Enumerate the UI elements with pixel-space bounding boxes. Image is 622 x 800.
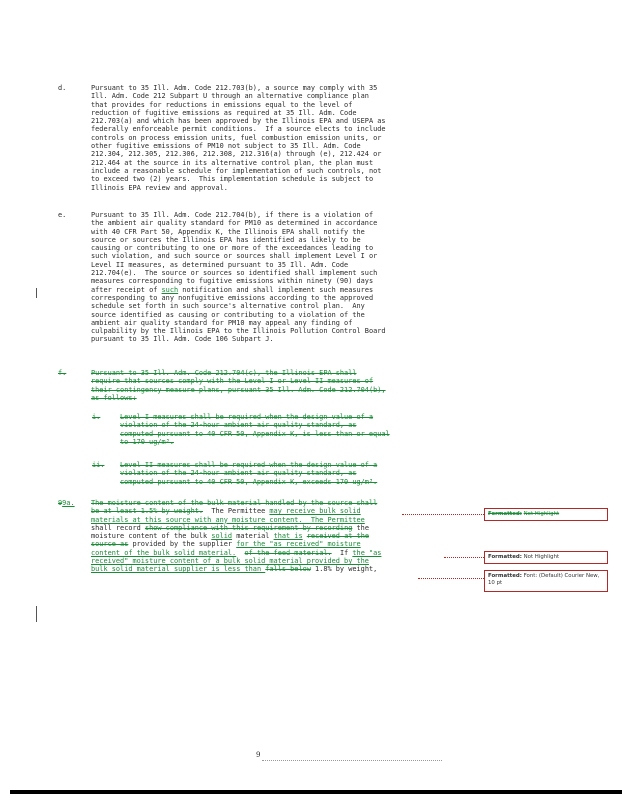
deleted-text: show compliance with this requirement by recording xyxy=(144,523,353,532)
comment-text: Not Highlight xyxy=(523,554,560,560)
text-line xyxy=(120,413,390,421)
text-line xyxy=(120,421,390,429)
subitem-body xyxy=(120,413,390,446)
deleted-text: Pursuant to 35 Ill. Adm. Code 212.704(c), the Illinois EPA shall xyxy=(91,369,357,377)
text-line xyxy=(91,244,501,252)
text-line xyxy=(91,294,501,302)
text-line xyxy=(91,369,501,377)
deleted-text: computed pursuant to 40 CFR 50, Appendix K, is less than or equal xyxy=(120,429,390,438)
text-run: Ill. Adm. Code 212 Subpart U through an alternative compliance plan xyxy=(91,92,369,101)
format-comment[interactable] xyxy=(484,508,608,521)
text-line xyxy=(91,277,501,285)
deleted-text: source as xyxy=(91,540,129,549)
inserted-text: materials at this source with any moisture content. The Permittee xyxy=(91,515,365,524)
paragraph-marker: f. xyxy=(58,369,67,377)
deleted-text: falls below xyxy=(265,565,311,574)
page-number: 9 xyxy=(256,751,261,759)
comment-label: Formatted: xyxy=(488,511,522,517)
text-line xyxy=(91,228,501,236)
text-line xyxy=(91,377,501,385)
deleted-text: of the feed material. xyxy=(244,548,332,557)
deleted-text: The moisture content of the bulk material handled by the source shall xyxy=(91,499,378,507)
change-bar xyxy=(36,606,37,622)
text-line xyxy=(91,319,501,327)
text-line xyxy=(120,478,377,486)
text-run: Illinois EPA review and approval. xyxy=(91,183,228,192)
format-comment[interactable] xyxy=(484,570,608,592)
text-run: the ambient air quality standard for PM10 as determined in accordance xyxy=(91,219,378,228)
text-line xyxy=(91,557,501,565)
paragraph-body xyxy=(91,499,501,574)
text-run: other fugitive emissions of PM10 not subject to 35 Ill. Adm. Code xyxy=(91,142,361,151)
text-line xyxy=(91,211,501,219)
paragraph-marker xyxy=(58,499,84,507)
text-line xyxy=(120,469,377,477)
text-line xyxy=(91,175,501,183)
text-run: federally enforceable permit conditions. If a source elects to include xyxy=(91,125,386,134)
scan-edge-bar xyxy=(10,790,622,794)
text-line xyxy=(91,335,501,343)
deleted-text: to 170 ug/m³. xyxy=(120,437,174,446)
comment-label: Formatted: xyxy=(488,573,522,579)
paragraph-body xyxy=(91,369,501,402)
paragraph-marker: e. xyxy=(58,211,67,219)
text-run: 212.464 at the source in its alternative control plan, the plan must xyxy=(91,158,374,167)
text-line xyxy=(91,236,501,244)
text-line xyxy=(91,269,501,277)
text-line xyxy=(91,532,501,540)
text-line xyxy=(91,565,501,573)
text-run: to exceed two (2) years. This implementation schedule is subject to xyxy=(91,175,374,184)
text-run: corresponding to any nonfugitive emissions according to the approved xyxy=(91,293,374,302)
new-marker: 9a. xyxy=(62,499,75,507)
text-line xyxy=(91,109,501,117)
comment-text: Not Highlight xyxy=(523,511,560,517)
inserted-text: the "as xyxy=(352,548,382,557)
inserted-text: that is xyxy=(273,532,303,541)
inserted-text: such xyxy=(161,285,179,294)
text-run: controls on process emission units, fuel combustion emission units, or xyxy=(91,133,382,142)
text-run: Level II measures, as determined pursuant to 35 Ill. Adm. Code xyxy=(91,260,349,269)
text-run: source or sources the Illinois EPA has identified as likely to be xyxy=(91,235,361,244)
inserted-text: bulk solid material supplier is less than xyxy=(91,565,266,574)
text-line xyxy=(120,438,390,446)
text-line xyxy=(91,84,501,92)
comment-connector xyxy=(444,557,484,559)
text-run: moisture content of the bulk xyxy=(91,532,212,541)
text-run: with 40 CFR Part 50, Appendix K, the Illinois EPA shall notify the xyxy=(91,227,365,236)
format-comment[interactable] xyxy=(484,551,608,564)
change-bar xyxy=(36,288,37,298)
text-line xyxy=(91,516,501,524)
paragraph-marker: d. xyxy=(58,84,67,92)
text-line xyxy=(91,150,501,158)
subitem-body xyxy=(120,461,377,486)
text-run: that provides for reductions in emissions equal to the level of xyxy=(91,100,353,109)
text-line xyxy=(91,117,501,125)
inserted-text: content of the bulk solid material. xyxy=(91,548,237,557)
text-run: after receipt of xyxy=(91,285,162,294)
deleted-text: be at least 1.5% by weight. xyxy=(91,507,204,516)
text-line xyxy=(91,311,501,319)
inserted-text: for the "as received" moisture xyxy=(236,540,361,549)
text-run: shall record xyxy=(91,523,145,532)
text-run: schedule set forth in such source's alternative control plan. Any xyxy=(91,302,365,311)
deleted-text: violation of the 24-hour ambient air quality standard, as xyxy=(120,421,357,430)
text-line xyxy=(91,219,501,227)
text-run: Pursuant to 35 Ill. Adm. Code 212.703(b), a source may comply with 35 xyxy=(91,84,378,92)
paragraph-body xyxy=(91,84,501,192)
text-line xyxy=(91,125,501,133)
text-line xyxy=(91,142,501,150)
inserted-text: received" moisture content of a bulk solid material provided by the xyxy=(91,557,369,566)
text-run: 212.304, 212.305, 212.306, 212.308, 212.316(a) through (e), 212.424 or xyxy=(91,150,382,159)
text-run: If xyxy=(331,548,353,557)
text-run: ambient air quality standard for PM10 may appeal any finding of xyxy=(91,318,353,327)
text-line xyxy=(91,302,501,310)
text-run: 1.8% by weight, xyxy=(310,565,378,574)
text-line xyxy=(91,499,501,507)
text-line xyxy=(91,327,501,335)
deleted-text: as follows: xyxy=(91,393,137,402)
deleted-text: Level I measures shall be required when the design value of a xyxy=(120,413,374,421)
text-line xyxy=(91,386,501,394)
text-run: notification and shall implement such measures xyxy=(178,285,374,294)
text-run xyxy=(236,549,244,557)
text-line xyxy=(91,184,501,192)
text-run: culpability by the Illinois EPA to the Illinois Pollution Control Board xyxy=(91,327,386,336)
subitem-marker: i. xyxy=(92,413,101,421)
text-run: provided by the supplier xyxy=(128,540,237,549)
text-line xyxy=(91,101,501,109)
deleted-text: computed pursuant to 40 CFR 50, Appendix K, exceeds 170 ug/m³. xyxy=(120,477,378,486)
text-line xyxy=(120,461,377,469)
paragraph-body xyxy=(91,211,501,344)
text-line xyxy=(91,524,501,532)
old-marker: 9 xyxy=(58,499,63,507)
text-run: 212.703(a) and which has been approved by the Illinois EPA and USEPA as xyxy=(91,117,386,126)
text-run: source identified as causing or contributing to a violation of the xyxy=(91,310,365,319)
deleted-text: violation of the 24-hour ambient air quality standard, as xyxy=(120,469,357,478)
text-run: The Permittee xyxy=(203,507,270,516)
deleted-text: Level II measures shall be required when the design value of a xyxy=(120,461,378,469)
text-run: pursuant to 35 Ill. Adm. Code 106 Subpart J. xyxy=(91,335,274,344)
inserted-text: solid xyxy=(211,532,233,541)
text-line xyxy=(91,92,501,100)
deleted-text: their contingency measure plans, pursuant 35 Ill. Adm. Code 212.704(b), xyxy=(91,385,386,394)
text-line xyxy=(91,134,501,142)
text-line xyxy=(91,252,501,260)
text-line xyxy=(91,394,501,402)
comment-text: Font: (Default) Courier New, 10 pt xyxy=(488,573,600,586)
text-run: 212.704(e). The source or sources so identified shall implement such xyxy=(91,269,378,278)
text-run: reduction of fugitive emissions as required at 35 Ill. Adm. Code xyxy=(91,108,357,117)
deleted-text: require that sources comply with the Level I or Level II measures of xyxy=(91,377,374,386)
text-run: causing or contributing to one or more of the exceedances leading to xyxy=(91,244,374,253)
comment-connector xyxy=(418,578,484,580)
text-line xyxy=(91,159,501,167)
text-line xyxy=(91,549,501,557)
text-line xyxy=(91,167,501,175)
deleted-text: received at the xyxy=(306,532,369,541)
text-line xyxy=(91,286,501,294)
text-run: measures corresponding to fugitive emissions within ninety (90) days xyxy=(91,277,374,286)
subitem-marker: ii. xyxy=(92,461,105,469)
text-line xyxy=(91,540,501,548)
text-line xyxy=(91,261,501,269)
text-line xyxy=(120,430,390,438)
text-run: material xyxy=(232,532,274,541)
text-run: such violation, and such source or sources shall implement Level I or xyxy=(91,252,378,261)
text-run: include a reasonable schedule for implementation of such controls, not xyxy=(91,166,382,175)
text-run: Pursuant to 35 Ill. Adm. Code 212.704(b), if there is a violation of xyxy=(91,211,374,219)
comment-connector xyxy=(402,514,484,516)
inserted-text: may receive bulk solid xyxy=(269,507,361,516)
text-run: the xyxy=(352,523,369,532)
page-number-rule xyxy=(262,760,442,761)
comment-label: Formatted: xyxy=(488,554,522,560)
